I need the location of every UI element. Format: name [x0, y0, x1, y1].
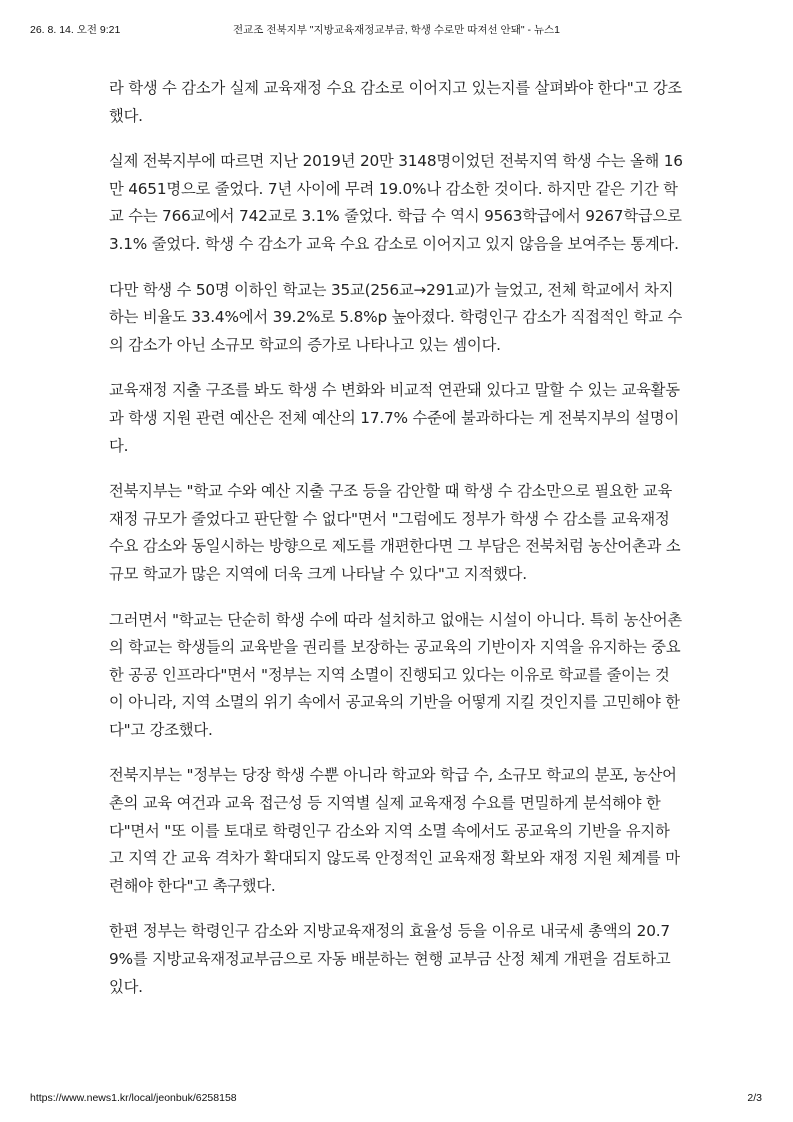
article-paragraph: 다만 학생 수 50명 이하인 학교는 35교(256교→291교)가 늘었고, 전체 학교에서 차지하는 비율도 33.4%에서 39.2%로 5.8%p 높아졌다. 학령인구 감소가 직접적인 학교 수의 감소가 아닌 소규모 학교의 증가로 나타나고 있는 셈이다. — [109, 280, 683, 354]
article-body — [109, 75, 684, 1019]
article-paragraph: 전북지부는 "정부는 당장 학생 수뿐 아니라 학교와 학급 수, 소규모 학교의 분포, 농산어촌의 교육 여건과 교육 접근성 등 지역별 실제 교육재정 수요를 면밀하게 분석해야 한다"면서 "또 이를 토대로 학령인구 감소와 지역 소멸 속에서도 공교육의 기반을 유지하고 지역 간 교육 격차가 확대되지 않도록 안정적인 교육재정 확보와 재정 지원 체계를 마련해야 한다"고 촉구했다. — [109, 766, 680, 895]
article-paragraph: 그러면서 "학교는 단순히 학생 수에 따라 설치하고 없애는 시설이 아니다. 특히 농산어촌의 학교는 학생들의 교육받을 권리를 보장하는 공교육의 기반이자 지역을 유지하는 중요한 공공 인프라다"면서 "정부는 지역 소멸이 진행되고 있다는 이유로 학교를 줄이는 것이 아니라, 지역 소멸의 위기 속에서 공교육의 기반을 어떻게 지킬 것인지를 고민해야 한다"고 강조했다. — [109, 610, 682, 739]
page-url[interactable]: https://www.news1.kr/local/jeonbuk/6258158 — [30, 1092, 237, 1104]
print-header — [0, 0, 793, 40]
article-paragraph: 라 학생 수 감소가 실제 교육재정 수요 감소로 이어지고 있는지를 살펴봐야 한다"고 강조했다. — [109, 79, 682, 125]
article-paragraph: 전북지부는 "학교 수와 예산 지출 구조 등을 감안할 때 학생 수 감소만으로 필요한 교육재정 규모가 줄었다고 판단할 수 없다"면서 "그럼에도 정부가 학생 수 감소를 교육재정 수요 감소와 동일시하는 방향으로 제도를 개편한다면 그 부담은 전북처럼 농산어촌과 소규모 학교가 많은 지역에 더욱 크게 나타날 수 있다"고 지적했다. — [109, 482, 681, 583]
article-paragraph: 교육재정 지출 구조를 봐도 학생 수 변화와 비교적 연관돼 있다고 말할 수 있는 교육활동과 학생 지원 관련 예산은 전체 예산의 17.7% 수준에 불과하다는 게 전북지부의 설명이다. — [109, 381, 680, 455]
page-title: 전교조 전북지부 "지방교육재정교부금, 학생 수로만 따져선 안돼" - 뉴스1 — [232, 24, 561, 36]
print-datetime: 26. 8. 14. 오전 9:21 — [30, 24, 121, 36]
print-footer — [0, 1092, 793, 1112]
article-paragraph: 실제 전북지부에 따르면 지난 2019년 20만 3148명이었던 전북지역 학생 수는 올해 16만 4651명으로 줄었다. 7년 사이에 무려 19.0%나 감소한 것이다. 하지만 같은 기간 학교 수는 766교에서 742교로 3.1% 줄었다. 학급 수 역시 9563학급에서 9267학급으로 3.1% 줄었다. 학생 수 감소가 교육 수요 감소로 이어지고 있지 않음을 보여주는 통계다. — [109, 152, 683, 253]
article-paragraph: 한편 정부는 학령인구 감소와 지방교육재정의 효율성 등을 이유로 내국세 총액의 20.79%를 지방교육재정교부금으로 자동 배분하는 현행 교부금 산정 체계 개편을 검토하고 있다. — [109, 922, 671, 996]
page-number: 2/3 — [747, 1092, 762, 1104]
